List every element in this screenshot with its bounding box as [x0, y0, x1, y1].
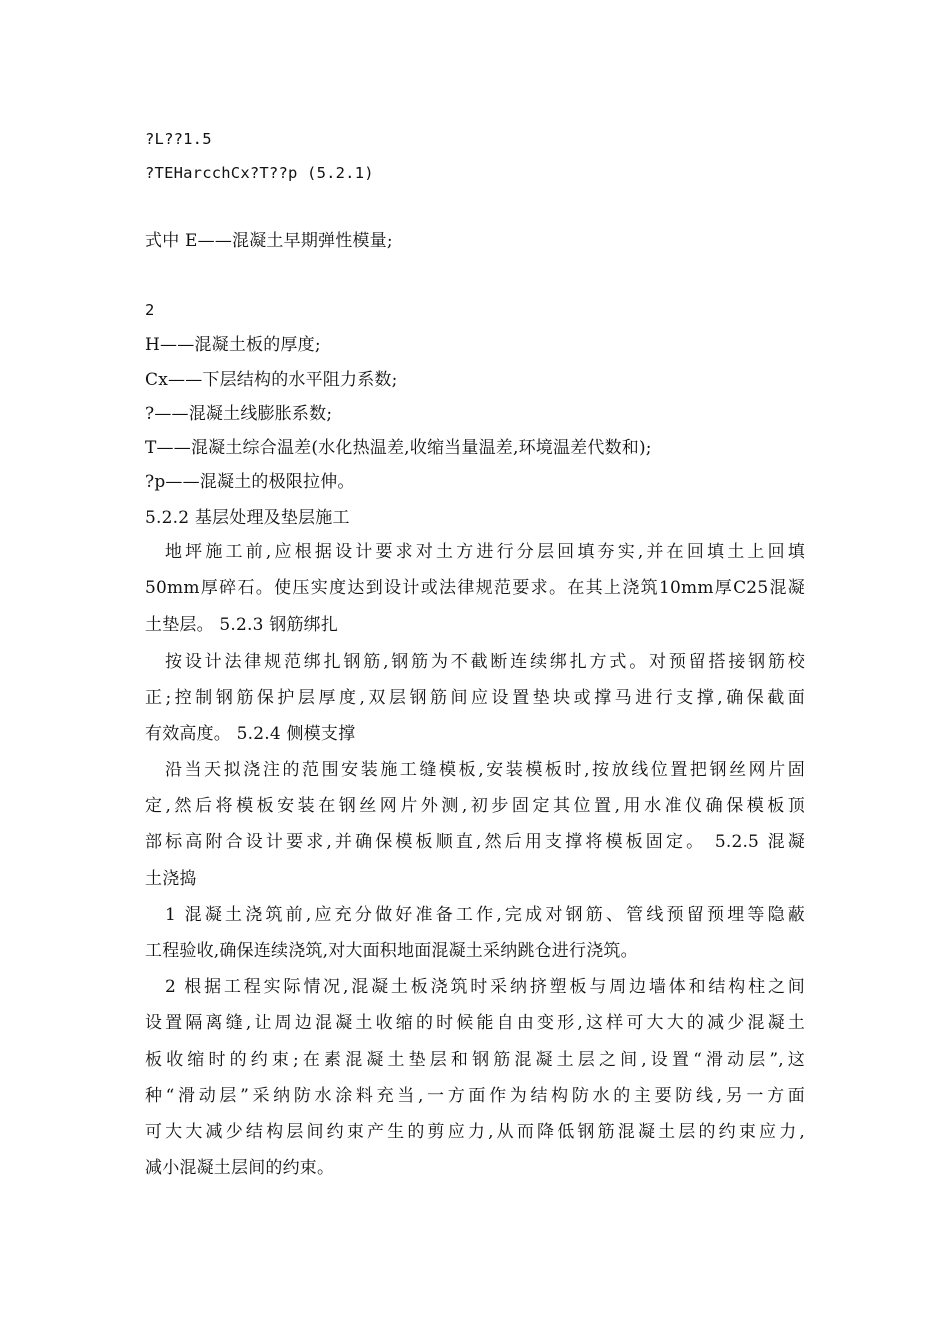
paragraph-line: 正;控制钢筋保护层厚度,双层钢筋间应设置垫块或撑马进行支撑,确保截面 [145, 688, 805, 708]
formula-line-2: ?TEHarcchCx?T??p (5.2.1) [145, 164, 374, 182]
paragraph-line: 工程验收,确保连续浇筑,对大面积地面混凝土采纳跳仓进行浇筑。 [145, 941, 638, 961]
definition-alpha: ?——混凝土线膨胀系数; [145, 404, 333, 424]
paragraph-line: 1 混凝土浇筑前,应充分做好准备工作,完成对钢筋、管线预留预埋等隐蔽 [165, 905, 805, 925]
definition-h: H——混凝土板的厚度; [145, 335, 321, 355]
paragraph-line: 可大大减少结构层间约束产生的剪应力,从而降低钢筋混凝土层的约束应力, [145, 1122, 805, 1142]
definition-intro: 式中 E——混凝土早期弹性模量; [145, 231, 393, 251]
paragraph-line: 沿当天拟浇注的范围安装施工缝模板,安装模板时,按放线位置把钢丝网片固 [165, 760, 805, 780]
definition-cx: Cx——下层结构的水平阻力系数; [145, 370, 398, 390]
paragraph-line: 2 根据工程实际情况,混凝土板浇筑时采纳挤塑板与周边墙体和结构柱之间 [165, 977, 805, 997]
paragraph-line: 部标高附合设计要求,并确保模板顺直,然后用支撑将模板固定。 5.2.5 混凝 [145, 832, 805, 852]
definition-ep: ?p——混凝土的极限拉伸。 [145, 472, 355, 492]
paragraph-line: 定,然后将模板安装在钢丝网片外测,初步固定其位置,用水准仪确保模板顶 [145, 796, 805, 816]
definition-superscript: 2 [145, 301, 155, 319]
paragraph-line: 50mm厚碎石。使压实度达到设计或法律规范要求。在其上浇筑10mm厚C25混凝 [145, 578, 805, 598]
paragraph-line: 土浇捣 [145, 869, 197, 889]
paragraph-line: 设置隔离缝,让周边混凝土收缩的时候能自由变形,这样可大大的减少混凝土 [145, 1013, 805, 1033]
paragraph-line: 土垫层。 5.2.3 钢筋绑扎 [145, 615, 339, 635]
section-heading-5-2-2: 5.2.2 基层处理及垫层施工 [145, 508, 350, 528]
definition-t: T——混凝土综合温差(水化热温差,收缩当量温差,环境温差代数和); [145, 438, 652, 458]
paragraph-line: 按设计法律规范绑扎钢筋,钢筋为不截断连续绑扎方式。对预留搭接钢筋校 [165, 652, 805, 672]
formula-line-1: ?L??1.5 [145, 130, 212, 148]
paragraph-line: 减小混凝土层间的约束。 [145, 1158, 335, 1178]
paragraph-line: 种“滑动层”采纳防水涂料充当,一方面作为结构防水的主要防线,另一方面 [145, 1086, 805, 1106]
paragraph-line: 有效高度。 5.2.4 侧模支撑 [145, 724, 356, 744]
paragraph-line: 地坪施工前,应根据设计要求对土方进行分层回填夯实,并在回填土上回填 [165, 542, 805, 562]
paragraph-line: 板收缩时的约束;在素混凝土垫层和钢筋混凝土层之间,设置“滑动层”,这 [145, 1050, 805, 1070]
